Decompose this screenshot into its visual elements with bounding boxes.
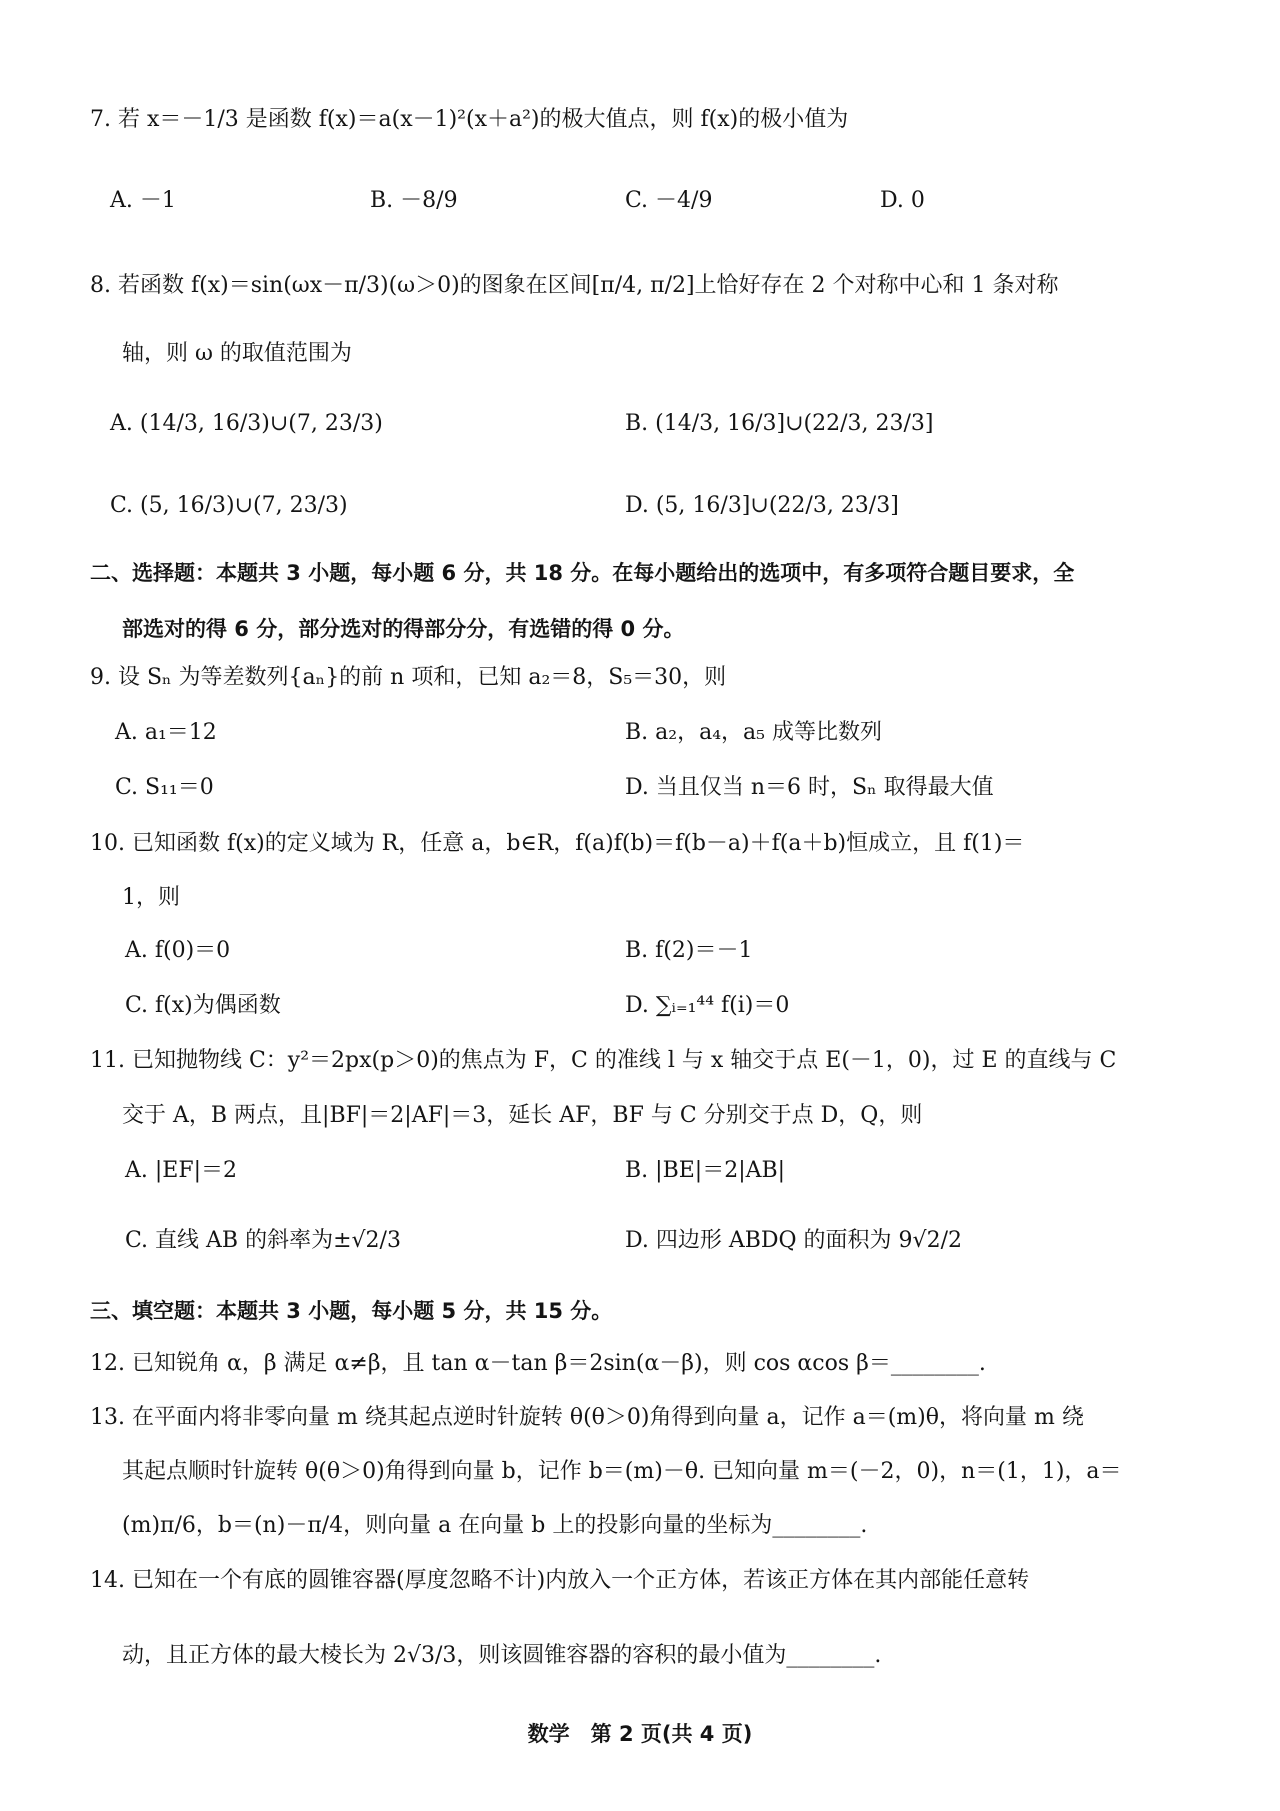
q7-option-a: A. －1	[110, 188, 176, 213]
q11-option-c: C. 直线 AB 的斜率为±√2/3	[125, 1228, 401, 1253]
q13-stem-line2: 其起点顺时针旋转 θ(θ＞0)角得到向量 b，记作 b＝(m)－θ. 已知向量 m＝(－2，0)，n＝(1，1)，a＝	[122, 1459, 1122, 1484]
q11-stem-line1: 11. 已知抛物线 C：y²＝2px(p＞0)的焦点为 F，C 的准线 l 与 x 轴交于点 E(－1，0)，过 E 的直线与 C	[90, 1048, 1117, 1073]
q9-option-b: B. a₂，a₄，a₅ 成等比数列	[625, 720, 882, 745]
q8-stem-line2: 轴，则 ω 的取值范围为	[122, 341, 352, 366]
q7-option-d: D. 0	[880, 188, 925, 213]
page-footer: 数学 第 2 页(共 4 页)	[527, 1722, 753, 1746]
q10-stem-line2: 1，则	[122, 885, 180, 910]
q11-stem-line2: 交于 A，B 两点，且|BF|＝2|AF|＝3，延长 AF，BF 与 C 分别交于点 D，Q，则	[122, 1103, 923, 1128]
q11-option-b: B. |BE|＝2|AB|	[625, 1158, 786, 1183]
q9-option-a: A. a₁＝12	[115, 720, 217, 745]
q9-stem: 9. 设 Sₙ 为等差数列{aₙ}的前 n 项和，已知 a₂＝8，S₅＝30，则	[90, 665, 727, 690]
q7-option-b: B. －8/9	[370, 188, 458, 213]
q7-option-c: C. －4/9	[625, 188, 713, 213]
q8-option-a: A. (14/3, 16/3)∪(7, 23/3)	[110, 411, 383, 436]
q9-option-d: D. 当且仅当 n＝6 时，Sₙ 取得最大值	[625, 775, 994, 800]
q11-option-d: D. 四边形 ABDQ 的面积为 9√2/2	[625, 1228, 962, 1253]
q11-option-a: A. |EF|＝2	[125, 1158, 238, 1183]
q8-stem-line1: 8. 若函数 f(x)＝sin(ωx－π/3)(ω＞0)的图象在区间[π/4, π/2]上恰好存在 2 个对称中心和 1 条对称	[90, 273, 1059, 298]
q14-stem-line1: 14. 已知在一个有底的圆锥容器(厚度忽略不计)内放入一个正方体，若该正方体在其内部能任意转	[90, 1568, 1030, 1593]
q14-stem-line2: 动，且正方体的最大棱长为 2√3/3，则该圆锥容器的容积的最小值为________.	[122, 1643, 882, 1668]
section2-line2: 部选对的得 6 分，部分选对的得部分分，有选错的得 0 分。	[122, 617, 685, 641]
section2-line1: 二、选择题：本题共 3 小题，每小题 6 分，共 18 分。在每小题给出的选项中，有多项符合题目要求，全	[90, 561, 1075, 585]
q10-option-d: D. ∑ᵢ₌₁⁴⁴ f(i)＝0	[625, 993, 790, 1018]
q10-option-c: C. f(x)为偶函数	[125, 993, 281, 1018]
q9-option-c: C. S₁₁＝0	[115, 775, 214, 800]
q10-option-b: B. f(2)＝－1	[625, 938, 753, 963]
section3-line1: 三、填空题：本题共 3 小题，每小题 5 分，共 15 分。	[90, 1299, 613, 1323]
q8-option-b: B. (14/3, 16/3]∪(22/3, 23/3]	[625, 411, 934, 436]
q10-option-a: A. f(0)＝0	[125, 938, 231, 963]
q10-stem-line1: 10. 已知函数 f(x)的定义域为 R，任意 a，b∈R，f(a)f(b)＝f(b－a)＋f(a＋b)恒成立，且 f(1)＝	[90, 831, 1025, 856]
q8-option-c: C. (5, 16/3)∪(7, 23/3)	[110, 493, 348, 518]
q13-stem-line1: 13. 在平面内将非零向量 m 绕其起点逆时针旋转 θ(θ＞0)角得到向量 a，记作 a＝(m)θ，将向量 m 绕	[90, 1405, 1084, 1430]
q12-stem: 12. 已知锐角 α，β 满足 α≠β，且 tan α－tan β＝2sin(α－β)，则 cos αcos β＝________.	[90, 1351, 986, 1376]
q8-option-d: D. (5, 16/3]∪(22/3, 23/3]	[625, 493, 899, 518]
q13-stem-line3: (m)π/6，b＝(n)－π/4，则向量 a 在向量 b 上的投影向量的坐标为________.	[122, 1513, 868, 1538]
q7-stem: 7. 若 x＝－1/3 是函数 f(x)＝a(x－1)²(x＋a²)的极大值点，则 f(x)的极小值为	[90, 107, 849, 132]
